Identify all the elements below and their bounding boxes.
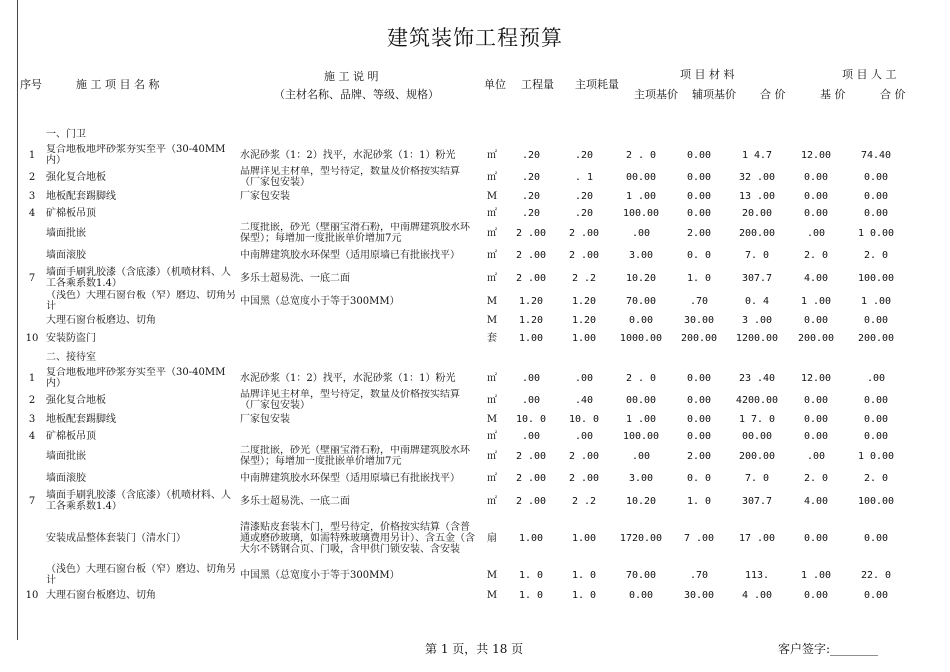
material-total: 7. 0 — [744, 472, 770, 484]
labor-base-price: 0.00 — [803, 431, 829, 442]
item-description: 中国黑（总宽度小于等于300MM） — [240, 295, 400, 307]
header-name: 施 工 项 目 名 称 — [76, 78, 160, 91]
header-qty: 工程量 — [521, 78, 554, 91]
row-number: 10 — [25, 590, 39, 601]
quantity: .20 — [521, 208, 541, 219]
labor-base-price: .00 — [806, 227, 826, 239]
customer-signature: 客户签字:________ — [778, 642, 879, 656]
material-total: 3 .00 — [741, 315, 773, 326]
labor-total: 0.00 — [863, 532, 889, 544]
quantity: 2 .00 — [515, 272, 547, 284]
main-consumption: 2 .00 — [568, 227, 600, 239]
item-description: 品牌详见主材单，型号待定，数量及价格按实结算（厂家包安装） — [240, 166, 460, 188]
unit: ㎡ — [487, 450, 497, 462]
unit: ㎡ — [487, 208, 497, 219]
material-total: 0. 4 — [744, 295, 770, 307]
labor-total: 22. 0 — [860, 569, 892, 581]
item-description: 厂家包安装 — [240, 414, 290, 425]
table-row — [20, 188, 906, 205]
item-description: 厂家包安装 — [240, 191, 290, 202]
aux-base-price: 0.00 — [686, 149, 712, 161]
unit: ㎡ — [487, 272, 497, 284]
material-total: 7. 0 — [744, 249, 770, 261]
section-title: 一、门卫 — [46, 128, 86, 140]
item-description — [238, 205, 478, 222]
item-name: 复合地板地坪砂浆夯实至平（30-40MM内） — [46, 367, 226, 389]
header-labor-group: 项 目 人 工 — [842, 68, 897, 81]
main-base-price: 2 . 0 — [625, 149, 657, 161]
header-unit: 单位 — [484, 78, 506, 91]
main-base-price: 1 .00 — [625, 414, 657, 425]
labor-total: 0.00 — [863, 171, 889, 183]
item-description: 品牌详见主材单，型号待定，数量及价格按实结算（厂家包安装） — [240, 389, 460, 411]
main-base-price: 1000.00 — [619, 332, 663, 344]
unit: M — [486, 569, 498, 581]
item-name: 墙面手刷乳胶漆（含底漆）（机喷材料、人工各乘系数1.4） — [46, 490, 231, 512]
section-row — [20, 347, 906, 367]
material-total: 307.7 — [741, 495, 773, 507]
table-row — [20, 205, 906, 222]
unit: ㎡ — [487, 372, 497, 384]
unit: 套 — [487, 332, 497, 344]
row-number: 7 — [28, 495, 36, 507]
item-name: 大理石窗台板磨边、切角 — [46, 315, 156, 326]
row-number — [20, 445, 44, 467]
quantity: .20 — [521, 171, 541, 183]
quantity: .00 — [521, 394, 541, 406]
unit: ㎡ — [487, 394, 497, 406]
main-consumption: .20 — [574, 208, 594, 219]
material-total: 200.00 — [738, 450, 776, 462]
page-title: 建筑装饰工程预算 — [387, 26, 563, 50]
main-base-price: 70.00 — [625, 569, 657, 581]
item-description — [238, 587, 478, 604]
aux-base-price: 1. 0 — [686, 495, 712, 507]
material-total: 4 .00 — [741, 590, 773, 601]
quantity: 2 .00 — [515, 450, 547, 462]
labor-total: 100.00 — [857, 272, 895, 284]
header-material-group: 项 目 材 料 — [680, 68, 735, 81]
table-row — [20, 563, 906, 587]
material-total: 307.7 — [741, 272, 773, 284]
row-number — [20, 222, 44, 244]
labor-base-price: 4.00 — [803, 272, 829, 284]
quantity: 2 .00 — [515, 227, 547, 239]
main-base-price: 3.00 — [628, 472, 654, 484]
material-total: 1200.00 — [735, 332, 779, 344]
labor-base-price: 12.00 — [800, 372, 832, 384]
quantity: .20 — [521, 149, 541, 161]
header-main-base-price: 主项基价 — [634, 88, 678, 101]
quantity: 2 .00 — [515, 249, 547, 261]
header-desc: 施 工 说 明 — [324, 70, 379, 83]
quantity: 1.00 — [518, 332, 544, 344]
main-consumption: 10. 0 — [568, 414, 600, 425]
labor-total: .00 — [866, 372, 886, 384]
quantity: .00 — [521, 431, 541, 442]
labor-total: 0.00 — [863, 414, 889, 425]
material-total: 113. — [744, 569, 770, 581]
table-row — [20, 411, 906, 428]
material-total: 17 .00 — [738, 532, 776, 544]
labor-total: 100.00 — [857, 495, 895, 507]
item-description: 二度批嵌，砂光（壁丽宝滑石粉，中南牌建筑胶水环保型）；每增加一度批嵌单价增加7元 — [240, 222, 470, 244]
quantity: 1. 0 — [518, 569, 544, 581]
material-total: 23 .40 — [738, 372, 776, 384]
labor-base-price: 2. 0 — [803, 472, 829, 484]
item-name: 地板配套踢脚线 — [46, 414, 116, 425]
aux-base-price: 30.00 — [683, 590, 715, 601]
labor-base-price: 1 .00 — [800, 569, 832, 581]
labor-total: 0.00 — [863, 394, 889, 406]
unit: ㎡ — [487, 495, 497, 507]
item-description: 多乐士超易洗、一底二面 — [240, 272, 350, 284]
labor-base-price: 0.00 — [803, 414, 829, 425]
quantity: .20 — [521, 191, 541, 202]
row-number: 2 — [28, 171, 36, 183]
table-row — [20, 513, 906, 563]
unit: M — [486, 191, 498, 202]
main-consumption: 1.20 — [571, 295, 597, 307]
labor-total: 74.40 — [860, 149, 892, 161]
aux-base-price: 0. 0 — [686, 249, 712, 261]
item-description: 清漆贴皮套装木门，型号待定，价格按实结算（含普通或磨砂玻璃，如需特殊玻璃费用另计）、含五金（含大尔不锈钢合页、门吸，含甲供门锁安装、含安装 — [240, 521, 475, 555]
material-total: 20.00 — [741, 208, 773, 219]
unit: M — [486, 414, 498, 425]
material-total: 4200.00 — [735, 394, 779, 406]
table-row — [20, 367, 906, 389]
row-number: 10 — [25, 332, 39, 344]
unit: ㎡ — [487, 227, 497, 239]
aux-base-price: .70 — [689, 295, 709, 307]
main-base-price: .00 — [631, 450, 651, 462]
main-consumption: 2 .00 — [568, 450, 600, 462]
labor-base-price: 4.00 — [803, 495, 829, 507]
budget-table — [20, 124, 906, 604]
item-name: 墙面滚胶 — [46, 472, 86, 484]
main-consumption: 2 .00 — [568, 472, 600, 484]
labor-base-price: .00 — [806, 450, 826, 462]
aux-base-price: 0.00 — [686, 372, 712, 384]
unit: ㎡ — [487, 431, 497, 442]
labor-total: 1 .00 — [860, 295, 892, 307]
item-name: 强化复合地板 — [46, 171, 106, 183]
unit: 扇 — [487, 532, 497, 544]
labor-base-price: 0.00 — [803, 191, 829, 202]
labor-total: 1 0.00 — [857, 227, 895, 239]
row-number: 1 — [28, 372, 36, 384]
aux-base-price: .70 — [689, 569, 709, 581]
main-base-price: 3.00 — [628, 249, 654, 261]
main-consumption: .40 — [574, 394, 594, 406]
labor-total: 2. 0 — [863, 249, 889, 261]
row-number: 1 — [28, 149, 36, 161]
labor-base-price: 0.00 — [803, 171, 829, 183]
table-row — [20, 445, 906, 467]
row-number — [20, 513, 44, 563]
main-base-price: 1 .00 — [625, 191, 657, 202]
aux-base-price: 0.00 — [686, 208, 712, 219]
item-description: 二度批嵌，砂光（壁丽宝滑石粉，中南牌建筑胶水环保型）；每增加一度批嵌单价增加7元 — [240, 445, 470, 467]
main-base-price: 70.00 — [625, 295, 657, 307]
quantity: 1.00 — [518, 532, 544, 544]
aux-base-price: 2.00 — [686, 450, 712, 462]
item-name: 复合地板地坪砂浆夯实至平（30-40MM内） — [46, 144, 226, 166]
item-description: 中南牌建筑胶水环保型（适用原墙已有批嵌找平） — [240, 249, 460, 261]
item-description — [238, 312, 478, 329]
table-row — [20, 587, 906, 604]
header-main-consumption: 主项耗量 — [575, 78, 619, 91]
material-total: 00.00 — [741, 431, 773, 442]
labor-total: 0.00 — [863, 590, 889, 601]
row-number: 4 — [28, 431, 36, 442]
item-description — [238, 428, 478, 445]
item-description: 水泥砂浆（1：2）找平，水泥砂浆（1：1）粉光 — [240, 372, 456, 384]
material-total: 1 7. 0 — [738, 414, 776, 425]
labor-total: 0.00 — [863, 315, 889, 326]
main-consumption: 1.20 — [571, 315, 597, 326]
main-base-price: 00.00 — [625, 171, 657, 183]
header-aux-base-price: 辅项基价 — [692, 88, 736, 101]
main-consumption: 2 .2 — [571, 495, 597, 507]
labor-total: 200.00 — [857, 332, 895, 344]
main-base-price: 100.00 — [622, 431, 660, 442]
row-number — [20, 312, 44, 329]
header-labor-total: 合 价 — [880, 88, 906, 101]
quantity: 2 .00 — [515, 472, 547, 484]
main-consumption: .20 — [574, 191, 594, 202]
aux-base-price: 200.00 — [680, 332, 718, 344]
unit: M — [486, 315, 498, 326]
aux-base-price: 7 .00 — [683, 532, 715, 544]
labor-base-price: 200.00 — [797, 332, 835, 344]
quantity: 10. 0 — [515, 414, 547, 425]
quantity: 1.20 — [518, 295, 544, 307]
main-base-price: 2 . 0 — [625, 372, 657, 384]
item-name: 墙面滚胶 — [46, 249, 86, 261]
main-base-price: .00 — [631, 227, 651, 239]
aux-base-price: 0.00 — [686, 191, 712, 202]
page-number: 第 1 页，共 18 页 — [425, 642, 524, 656]
item-name: 安装成品整体套装门（清水门） — [46, 532, 186, 544]
item-description: 中国黑（总宽度小于等于300MM） — [240, 569, 400, 581]
table-row — [20, 166, 906, 188]
labor-total: 2. 0 — [863, 472, 889, 484]
main-base-price: 10.20 — [625, 495, 657, 507]
main-consumption: 1.00 — [571, 532, 597, 544]
main-consumption: . 1 — [574, 171, 594, 183]
header-seq: 序号 — [20, 78, 42, 91]
item-name: 墙面批嵌 — [46, 227, 86, 239]
item-description — [238, 329, 478, 347]
row-number — [20, 467, 44, 489]
main-consumption: 2 .00 — [568, 249, 600, 261]
table-row — [20, 489, 906, 513]
header-labor-base: 基 价 — [820, 88, 846, 101]
main-consumption: .20 — [574, 149, 594, 161]
material-total: 1 4.7 — [741, 149, 773, 161]
quantity: 1.20 — [518, 315, 544, 326]
main-base-price: 10.20 — [625, 272, 657, 284]
item-name: 矿棉板吊顶 — [46, 431, 96, 442]
item-description: 水泥砂浆（1：2）找平，水泥砂浆（1：1）粉光 — [240, 149, 456, 161]
row-number — [20, 290, 44, 312]
item-description: 中南牌建筑胶水环保型（适用原墙已有批嵌找平） — [240, 472, 460, 484]
main-consumption: .00 — [574, 431, 594, 442]
header-material-total: 合 价 — [760, 88, 786, 101]
item-name: 墙面批嵌 — [46, 450, 86, 462]
main-base-price: 0.00 — [628, 315, 654, 326]
item-name: 矿棉板吊顶 — [46, 208, 96, 219]
material-total: 32 .00 — [738, 171, 776, 183]
aux-base-price: 30.00 — [683, 315, 715, 326]
table-row — [20, 467, 906, 489]
aux-base-price: 0.00 — [686, 171, 712, 183]
labor-base-price: 1 .00 — [800, 295, 832, 307]
aux-base-price: 0. 0 — [686, 472, 712, 484]
table-row — [20, 389, 906, 411]
main-base-price: 00.00 — [625, 394, 657, 406]
unit: ㎡ — [487, 472, 497, 484]
material-total: 200.00 — [738, 227, 776, 239]
main-base-price: 1720.00 — [619, 532, 663, 544]
row-number — [20, 563, 44, 587]
item-name: 安装防盗门 — [46, 332, 96, 344]
aux-base-price: 1. 0 — [686, 272, 712, 284]
unit: ㎡ — [487, 249, 497, 261]
table-row — [20, 290, 906, 312]
row-number: 3 — [28, 191, 36, 202]
main-consumption: 1.00 — [571, 332, 597, 344]
unit: M — [486, 295, 498, 307]
item-name: （浅色）大理石窗台板（窄）磨边、切角另计 — [46, 290, 236, 312]
labor-total: 0.00 — [863, 191, 889, 202]
row-number: 2 — [28, 394, 36, 406]
item-description: 多乐士超易洗、一底二面 — [240, 495, 350, 507]
labor-base-price: 0.00 — [803, 590, 829, 601]
labor-base-price: 0.00 — [803, 315, 829, 326]
quantity: 2 .00 — [515, 495, 547, 507]
labor-base-price: 2. 0 — [803, 249, 829, 261]
table-row — [20, 144, 906, 166]
labor-total: 0.00 — [863, 208, 889, 219]
unit: ㎡ — [487, 171, 497, 183]
table-row — [20, 428, 906, 445]
unit: ㎡ — [487, 149, 497, 161]
table-row — [20, 222, 906, 244]
aux-base-price: 0.00 — [686, 394, 712, 406]
section-title: 二、接待室 — [46, 351, 96, 363]
main-consumption: 1. 0 — [571, 569, 597, 581]
main-base-price: 100.00 — [622, 208, 660, 219]
aux-base-price: 2.00 — [686, 227, 712, 239]
labor-base-price: 0.00 — [803, 532, 829, 544]
quantity: 1. 0 — [518, 590, 544, 601]
row-number — [20, 244, 44, 266]
labor-total: 1 0.00 — [857, 450, 895, 462]
item-name: 强化复合地板 — [46, 394, 106, 406]
aux-base-price: 0.00 — [686, 431, 712, 442]
labor-base-price: 12.00 — [800, 149, 832, 161]
main-consumption: .00 — [574, 372, 594, 384]
main-consumption: 2 .2 — [571, 272, 597, 284]
item-name: （浅色）大理石窗台板（窄）磨边、切角另计 — [46, 564, 236, 586]
item-name: 墙面手刷乳胶漆（含底漆）（机喷材料、人工各乘系数1.4） — [46, 267, 231, 289]
row-number: 7 — [28, 272, 36, 284]
section-row — [20, 124, 906, 144]
unit: M — [486, 590, 498, 601]
header-desc-sub: （主材名称、品牌、等级、规格） — [274, 88, 439, 101]
table-row — [20, 312, 906, 329]
main-consumption: 1. 0 — [571, 590, 597, 601]
main-base-price: 0.00 — [628, 590, 654, 601]
row-number: 4 — [28, 208, 36, 219]
left-border-line — [17, 0, 18, 640]
material-total: 13 .00 — [738, 191, 776, 202]
labor-total: 0.00 — [863, 431, 889, 442]
table-row — [20, 244, 906, 266]
item-name: 地板配套踢脚线 — [46, 191, 116, 202]
quantity: .00 — [521, 372, 541, 384]
aux-base-price: 0.00 — [686, 414, 712, 425]
labor-base-price: 0.00 — [803, 394, 829, 406]
labor-base-price: 0.00 — [803, 208, 829, 219]
table-row — [20, 329, 906, 347]
table-row — [20, 266, 906, 290]
item-name: 大理石窗台板磨边、切角 — [46, 590, 156, 601]
row-number: 3 — [28, 414, 36, 425]
